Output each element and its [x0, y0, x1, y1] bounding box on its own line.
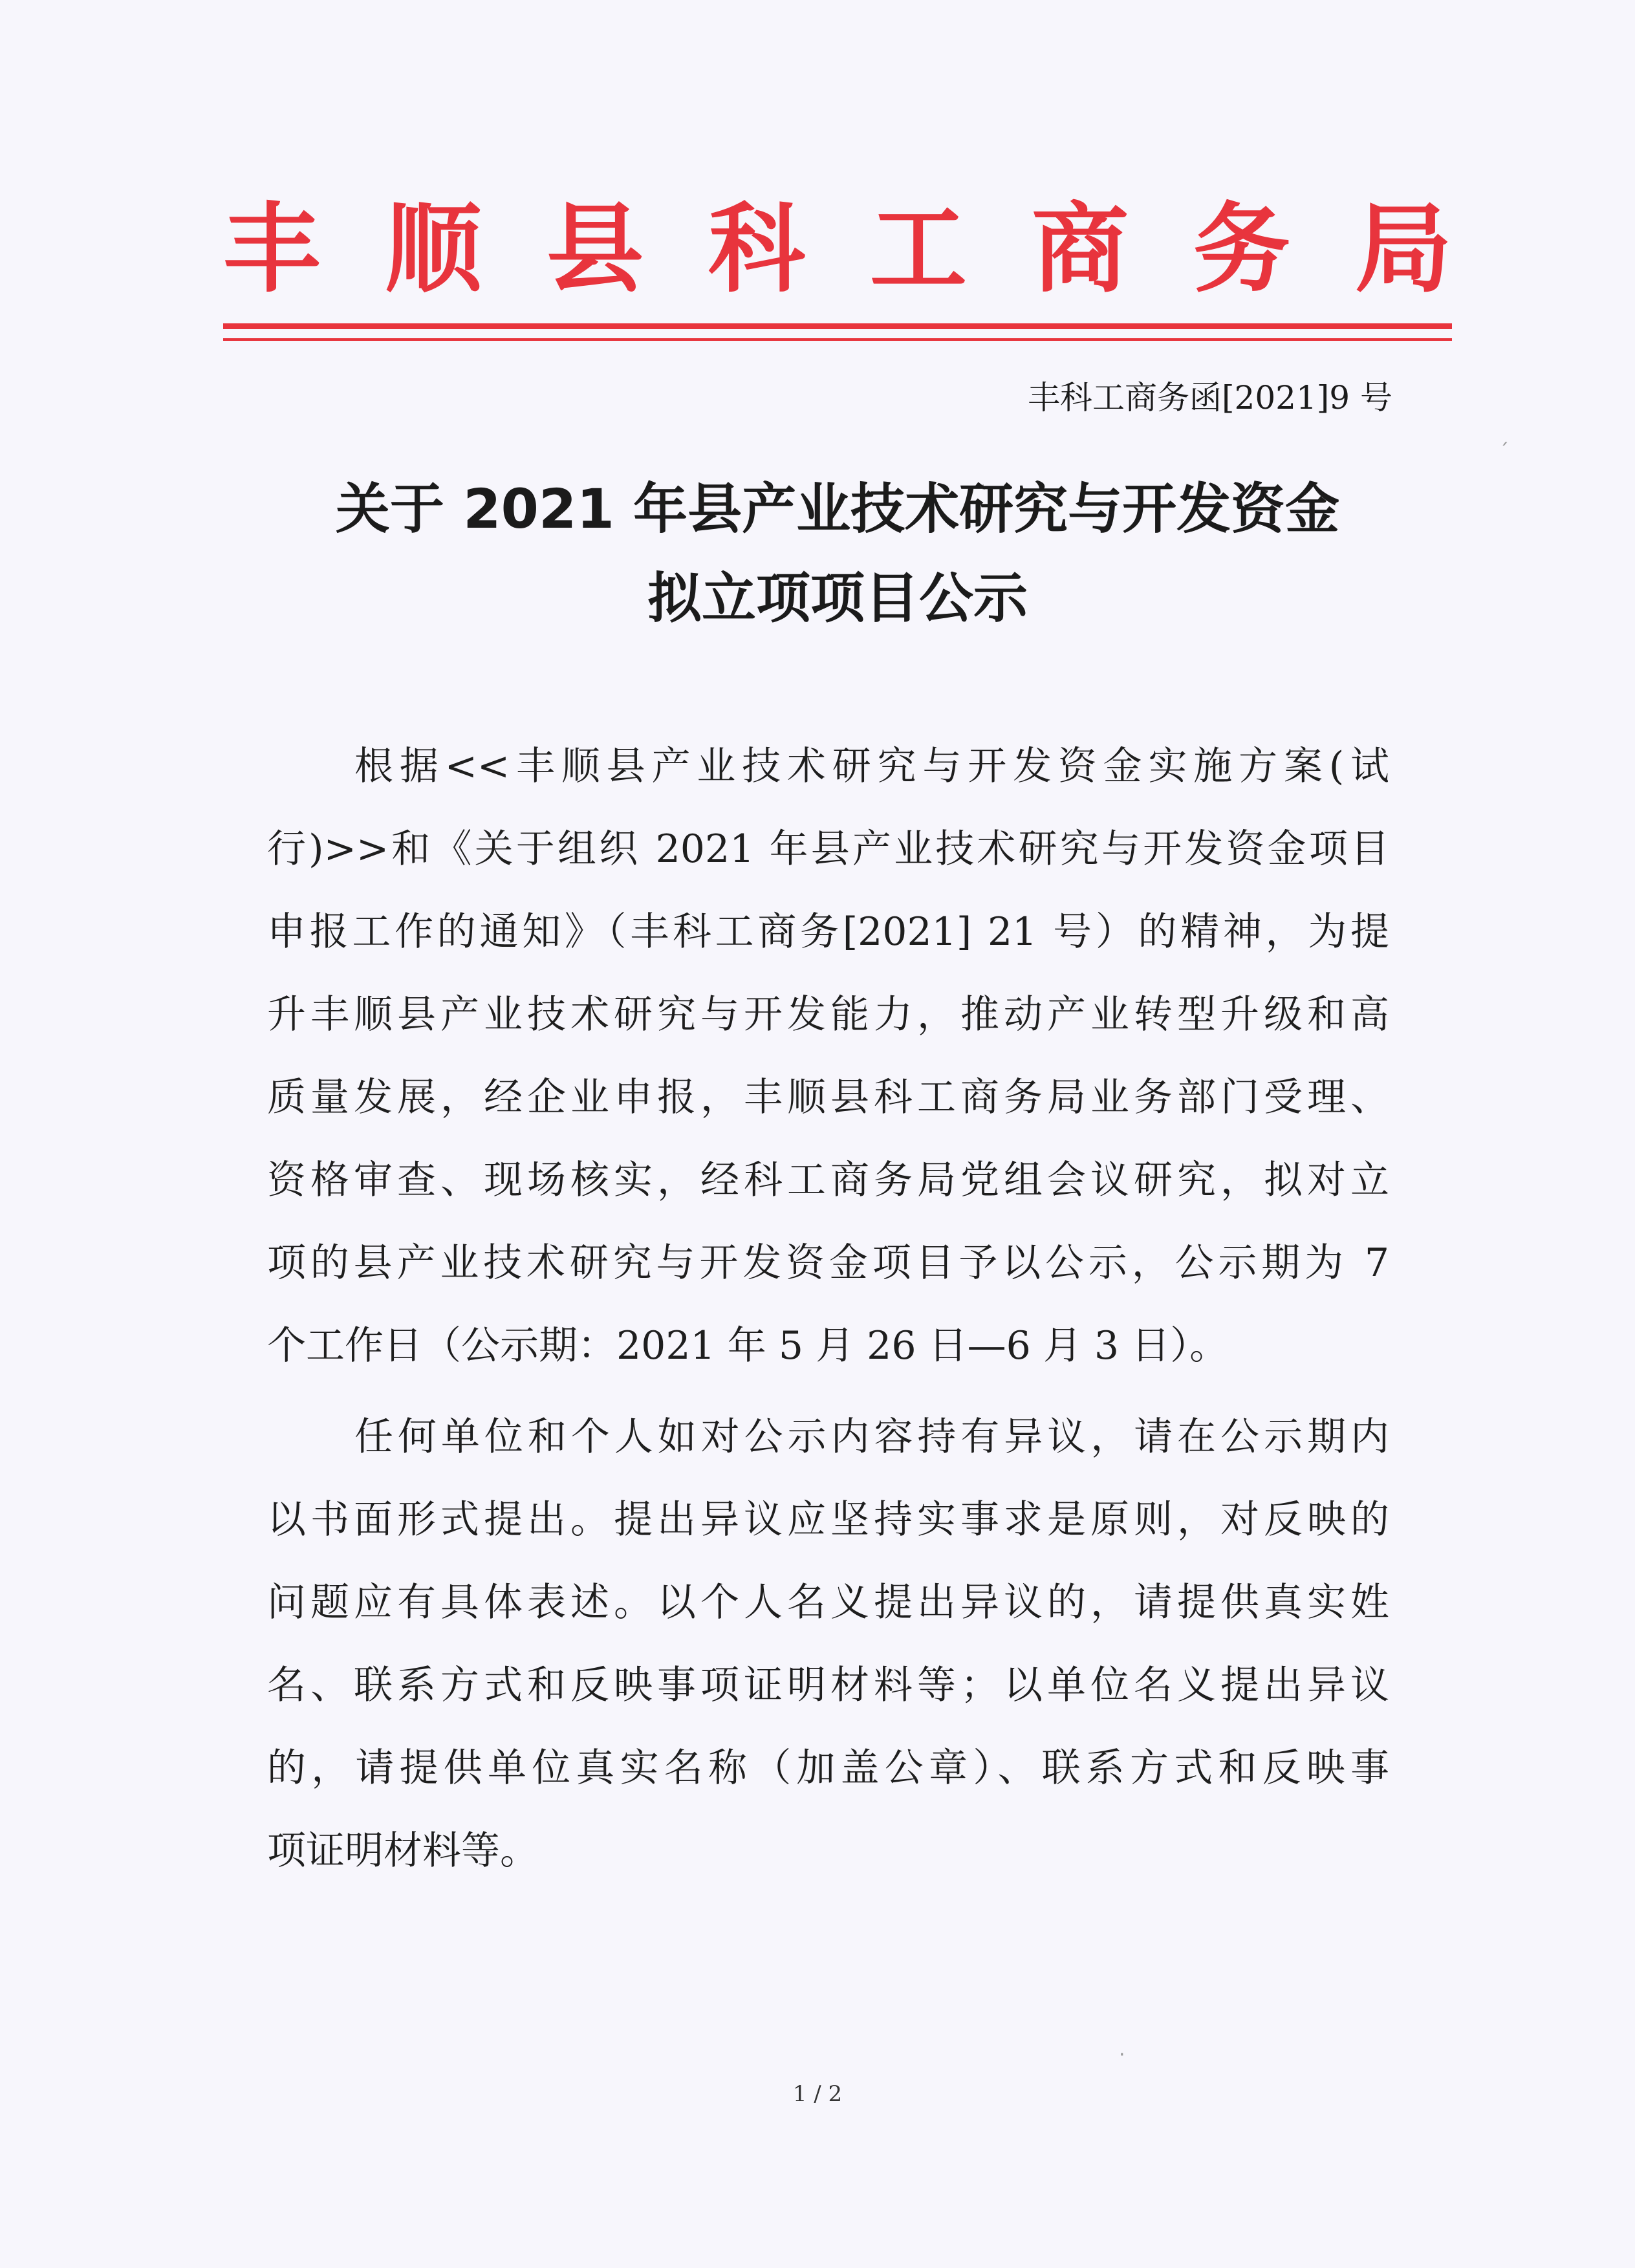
body-line: 的，请提供单位真实名称（加盖公章）、联系方式和反映事 [267, 1745, 1389, 1791]
body-line: 问题应有具体表述。以个人名义提出异议的，请提供真实姓 [267, 1580, 1389, 1625]
scan-speck: · [1119, 2044, 1125, 2066]
masthead-char: 科 [708, 192, 805, 306]
masthead-char: 丰 [223, 192, 321, 306]
masthead-char: 商 [1031, 192, 1129, 306]
masthead-char: 局 [1354, 192, 1452, 306]
body-line: 以书面形式提出。提出异议应坚持实事求是原则，对反映的 [267, 1497, 1389, 1542]
body-line: 申报工作的通知》（丰科工商务[2021] 21 号）的精神，为提 [267, 909, 1389, 955]
masthead-char: 工 [869, 192, 967, 306]
body-line: 项证明材料等。 [267, 1828, 539, 1874]
body-line: 行)>>和《关于组织 2021 年县产业技术研究与开发资金项目 [267, 826, 1389, 872]
body-line: 升丰顺县产业技术研究与开发能力，推动产业转型升级和高 [267, 992, 1389, 1037]
masthead-char: 务 [1193, 192, 1290, 306]
scan-speck: ˏ [1499, 424, 1509, 446]
body-line: 质量发展，经企业申报，丰顺县科工商务局业务部门受理、 [267, 1075, 1389, 1120]
document-number: 丰科工商务函[2021]9 号 [1028, 379, 1392, 416]
document-title-line-2: 拟立项项目公示 [647, 567, 1028, 630]
masthead-char: 县 [546, 192, 644, 306]
red-divider-thick [223, 323, 1452, 329]
body-line: 个工作日（公示期：2021 年 5 月 26 日—6 月 3 日）。 [267, 1323, 1229, 1368]
page-number: 1 / 2 [792, 2081, 843, 2107]
body-line: 任何单位和个人如对公示内容持有异议，请在公示期内 [354, 1414, 1389, 1460]
body-line: 根据<<丰顺县产业技术研究与开发资金实施方案(试 [354, 744, 1389, 789]
organization-masthead [223, 194, 1452, 304]
red-divider-thin [223, 338, 1452, 341]
body-line: 名、联系方式和反映事项证明材料等；以单位名义提出异议 [267, 1663, 1389, 1708]
document-title-line-1: 关于 2021 年县产业技术研究与开发资金 [335, 477, 1340, 541]
body-line: 资格审查、现场核实，经科工商务局党组会议研究，拟对立 [267, 1158, 1389, 1203]
body-line: 项的县产业技术研究与开发资金项目予以公示，公示期为 7 [267, 1240, 1389, 1286]
masthead-char: 顺 [384, 192, 482, 306]
